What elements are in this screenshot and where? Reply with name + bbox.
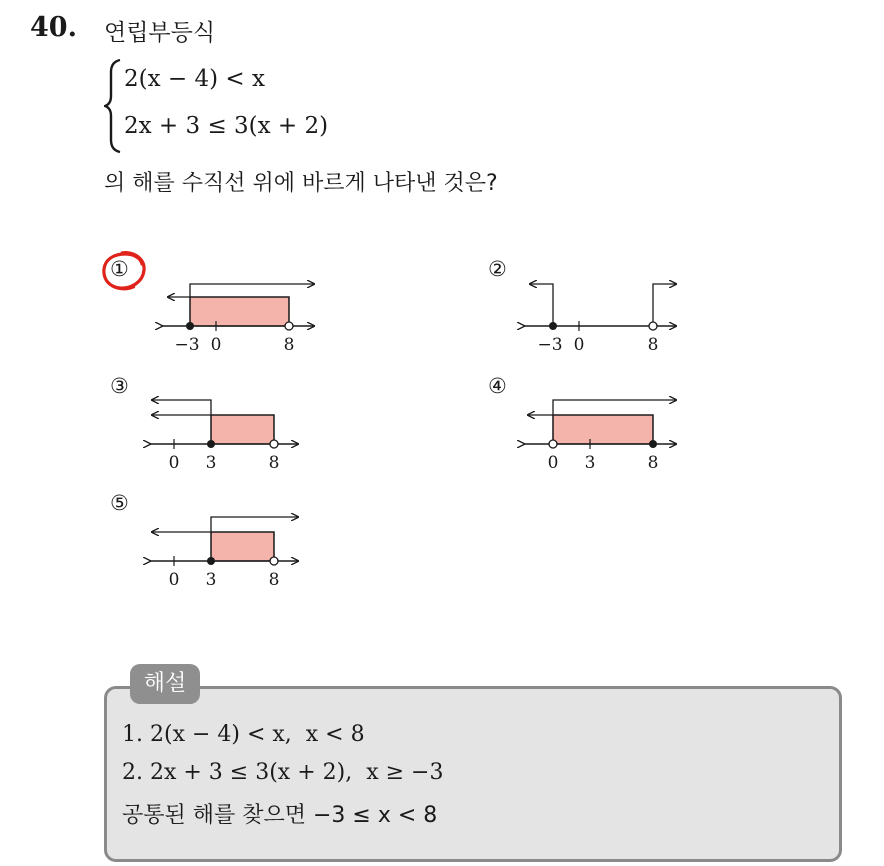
tick-label: 8 <box>647 453 659 473</box>
closed-point <box>207 440 215 448</box>
open-point <box>270 557 278 565</box>
range-arrow-right <box>653 284 676 326</box>
inequality-1: 2(x − 4) < x <box>124 66 265 92</box>
number-line-choice-5 <box>140 505 310 595</box>
tick-label: −3 <box>174 335 200 355</box>
solution-step-2: 2. 2x + 3 ≤ 3(x + 2), x ≥ −3 <box>122 760 444 785</box>
tick-label: 8 <box>283 335 295 355</box>
inequality-2: 2x + 3 ≤ 3(x + 2) <box>124 113 329 139</box>
number-line-choice-3 <box>140 388 310 478</box>
question-number: 40. <box>30 12 77 43</box>
number-line-choice-4 <box>512 388 692 478</box>
tick-label: 8 <box>268 570 280 590</box>
question-prompt: 의 해를 수직선 위에 바르게 나타낸 것은? <box>104 171 498 196</box>
solution-step-1: 1. 2(x − 4) < x, x < 8 <box>122 722 365 747</box>
solution-region <box>553 415 653 444</box>
system-brace <box>104 58 124 154</box>
number-line-choice-1 <box>150 270 330 360</box>
tick-label: 0 <box>168 570 180 590</box>
tick-label: 3 <box>205 453 217 473</box>
tick-label: 8 <box>647 335 659 355</box>
tick-label: 0 <box>168 453 180 473</box>
tick-label: 0 <box>547 453 559 473</box>
question-title: 연립부등식 <box>104 20 216 46</box>
choice-4-label[interactable]: ④ <box>488 374 507 398</box>
solution-conclusion: 공통된 해를 찾으면 −3 ≤ x < 8 <box>122 803 438 828</box>
choice-3-label[interactable]: ③ <box>110 374 129 398</box>
solution-region <box>211 532 274 561</box>
closed-point <box>186 322 194 330</box>
tick-label: 3 <box>205 570 217 590</box>
selected-answer-mark <box>100 250 150 292</box>
solution-tag: 해설 <box>130 664 200 704</box>
closed-point <box>207 557 215 565</box>
tick-label: −3 <box>537 335 563 355</box>
solution-region <box>211 415 274 444</box>
open-point <box>285 322 293 330</box>
tick-label: 0 <box>210 335 222 355</box>
closed-point <box>649 440 657 448</box>
solution-region <box>190 297 289 326</box>
open-point <box>549 440 557 448</box>
open-point <box>649 322 657 330</box>
choice-5-label[interactable]: ⑤ <box>110 491 129 515</box>
tick-label: 3 <box>584 453 596 473</box>
number-line-choice-2 <box>512 270 692 360</box>
choice-2-label[interactable]: ② <box>488 257 507 281</box>
tick-label: 0 <box>573 335 585 355</box>
tick-label: 8 <box>268 453 280 473</box>
range-arrow-left-upper <box>152 400 211 444</box>
range-arrow-left <box>530 284 553 326</box>
choice-1-label[interactable]: ① <box>110 257 129 281</box>
closed-point <box>549 322 557 330</box>
open-point <box>270 440 278 448</box>
